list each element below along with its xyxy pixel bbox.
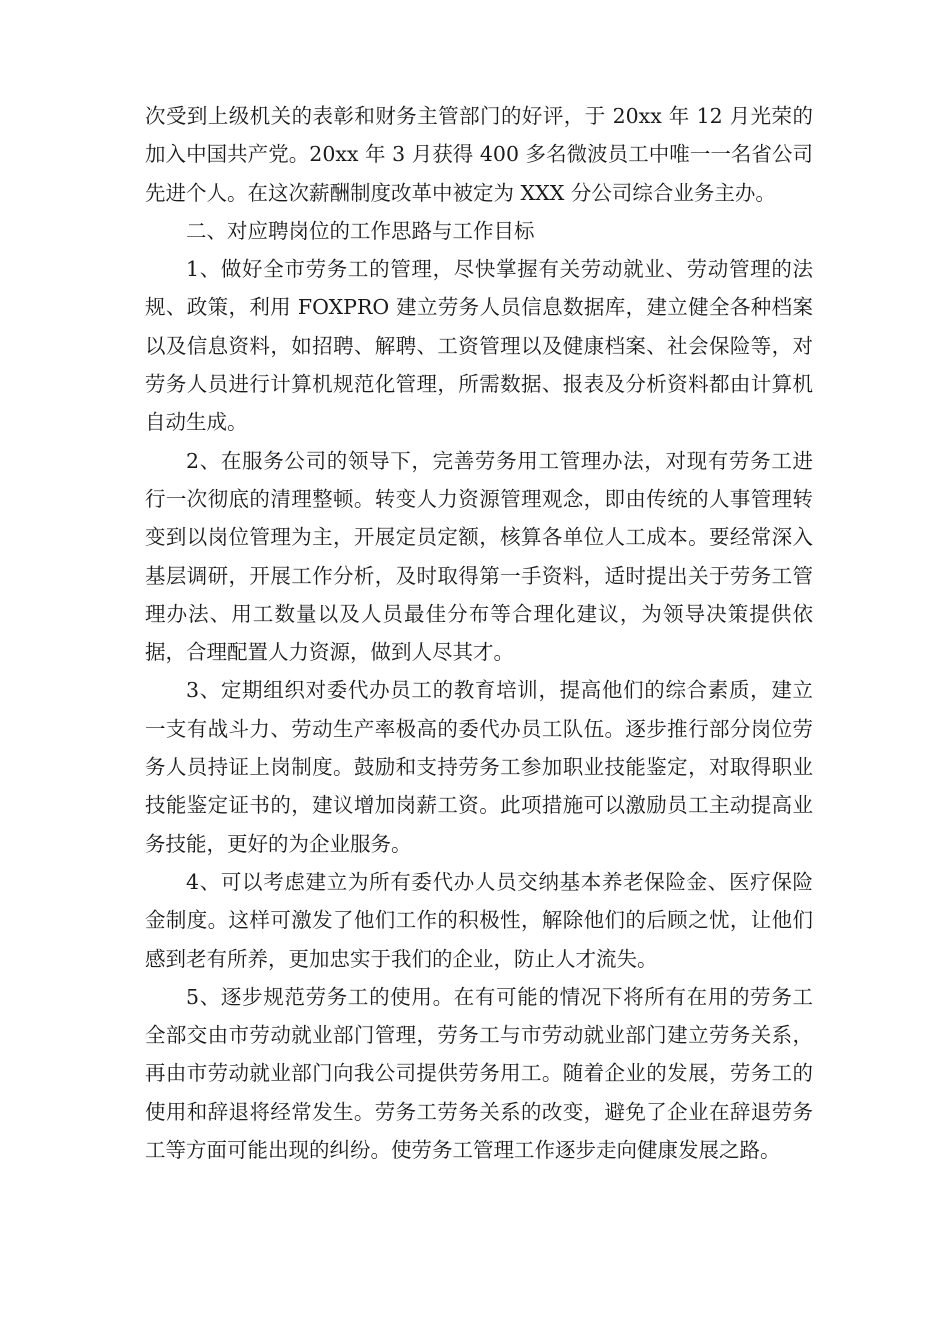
paragraph-item-4: 4、可以考虑建立为所有委代办人员交纳基本养老保险金、医疗保险金制度。这样可激发了他们工作的积极性，解除他们的后顾之忧，让他们感到老有所养，更加忠实于我们的企业，防止人才流失。 xyxy=(145,869,813,971)
paragraph-item-2: 2、在服务公司的领导下，完善劳务用工管理办法，对现有劳务工进行一次彻底的清理整顿。转变人力资源管理观念，即由传统的人事管理转变到以岗位管理为主，开展定员定额，核算各单位人工成本。要经常深入基层调研，开展工作分析，及时取得第一手资料，适时提出关于劳务工管理办法、用工数量以及人员最佳分布等合理化建议，为领导决策提供依据，合理配置人力资源，做到人尽其才。 xyxy=(145,448,813,665)
section-heading: 二、对应聘岗位的工作思路与工作目标 xyxy=(186,218,535,243)
paragraph-item-3: 3、定期组织对委代办员工的教育培训，提高他们的综合素质，建立一支有战斗力、劳动生产率极高的委代办员工队伍。逐步推行部分岗位劳务人员持证上岗制度。鼓励和支持劳务工参加职业技能鉴定，对取得职业技能鉴定证书的，建议增加岗薪工资。此项措施可以激励员工主动提高业务技能，更好的为企业服务。 xyxy=(145,678,813,856)
paragraph-continuation: 次受到上级机关的表彰和财务主管部门的好评，于 20xx 年 12 月光荣的加入中国共产党。20xx 年 3 月获得 400 多名微波员工中唯一一名省公司先进个人。在这次薪酬制度改革中被定为 XXX 分公司综合业务主办。 xyxy=(145,104,813,205)
paragraph-item-5: 5、逐步规范劳务工的使用。在有可能的情况下将所有在用的劳务工全部交由市劳动就业部门管理，劳务工与市劳动就业部门建立劳务关系，再由市劳动就业部门向我公司提供劳务用工。随着企业的发展，劳务工的使用和辞退将经常发生。劳务工劳务关系的改变，避免了企业在辞退劳务工等方面可能出现的纠纷。使劳务工管理工作逐步走向健康发展之路。 xyxy=(145,984,813,1163)
document-body xyxy=(145,97,813,1169)
paragraph-item-1: 1、做好全市劳务工的管理，尽快掌握有关劳动就业、劳动管理的法规、政策，利用 FOXPRO 建立劳务人员信息数据库，建立健全各种档案以及信息资料，如招聘、解聘、工资管理以及健康档案、社会保险等，对劳务人员进行计算机规范化管理，所需数据、报表及分析资料都由计算机自动生成。 xyxy=(145,257,813,435)
